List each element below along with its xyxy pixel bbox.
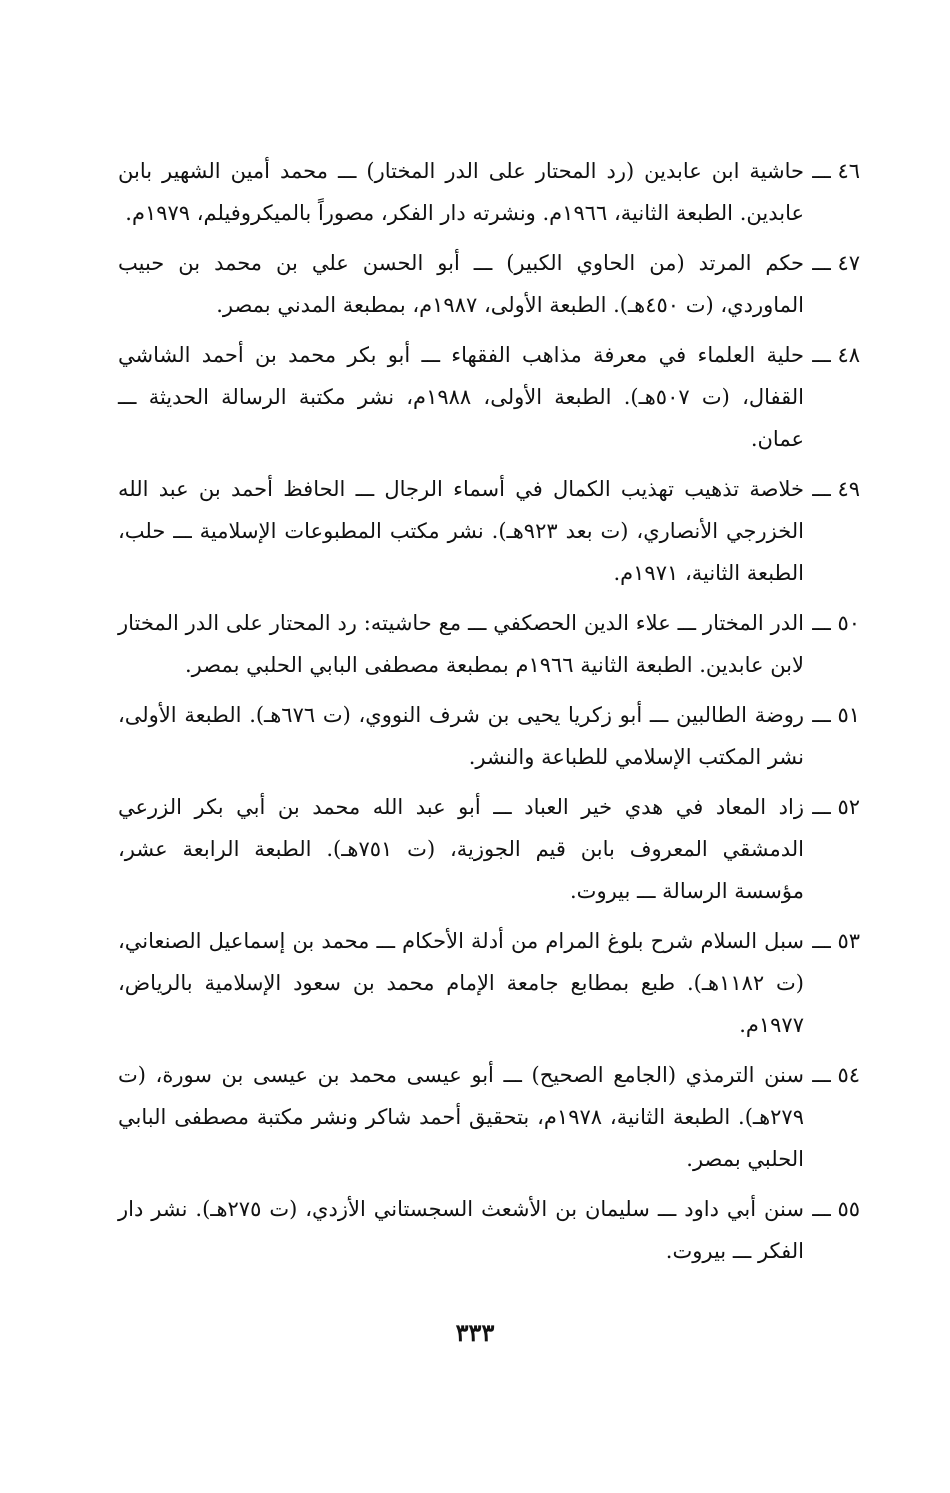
entry-text: سنن أبي داود ـــ سليمان بن الأشعث السجستاني الأزدي، (ت ٢٧٥هـ). نشر دار الفكر ـــ بيروت. <box>118 1197 804 1263</box>
entry-text: روضة الطالبين ـــ أبو زكريا يحيى بن شرف النووي، (ت ٦٧٦هـ). الطبعة الأولى، نشر المكتب الإسلامي للطباعة والنشر. <box>118 703 804 769</box>
entry-number: ٥٤ ـــ <box>812 1063 860 1087</box>
bibliography-entry-49 <box>118 468 860 594</box>
bibliography-entry-55 <box>118 1188 860 1272</box>
entry-number: ٥٥ ـــ <box>812 1197 860 1221</box>
entry-number: ٤٩ ـــ <box>812 477 860 501</box>
page-number: ٣٣٣ <box>455 1318 495 1347</box>
bibliography-entry-53 <box>118 920 860 1046</box>
entry-text: حاشية ابن عابدين (رد المحتار على الدر المختار) ـــ محمد أمين الشهير بابن عابدين. الطبعة الثانية، ١٩٦٦م. ونشرته دار الفكر، مصوراً بالميكروفيلم، ١٩٧٩م. <box>118 159 804 225</box>
entry-number: ٥٣ ـــ <box>812 929 860 953</box>
bibliography-entry-50 <box>118 602 860 686</box>
bibliography-entry-46 <box>118 150 860 234</box>
entry-text: حلية العلماء في معرفة مذاهب الفقهاء ـــ أبو بكر محمد بن أحمد الشاشي القفال، (ت ٥٠٧هـ). الطبعة الأولى، ١٩٨٨م، نشر مكتبة الرسالة الحديثة ـــ عمان. <box>118 343 804 451</box>
entry-text: حكم المرتد (من الحاوي الكبير) ـــ أبو الحسن علي بن محمد بن حبيب الماوردي، (ت ٤٥٠هـ). الطبعة الأولى، ١٩٨٧م، بمطبعة المدني بمصر. <box>118 251 804 317</box>
bibliography-entry-52 <box>118 786 860 912</box>
entry-number: ٥٢ ـــ <box>812 795 860 819</box>
entry-number: ٤٨ ـــ <box>812 343 860 367</box>
bibliography-list <box>118 150 860 1280</box>
entry-text: الدر المختار ـــ علاء الدين الحصكفي ـــ مع حاشيته: رد المحتار على الدر المختار لابن عابدين. الطبعة الثانية ١٩٦٦م بمطبعة مصطفى البابي الحلبي بمصر. <box>118 611 804 677</box>
entry-number: ٥١ ـــ <box>812 703 860 727</box>
entry-text: خلاصة تذهيب تهذيب الكمال في أسماء الرجال ـــ الحافظ أحمد بن عبد الله الخزرجي الأنصاري، (ت بعد ٩٢٣هـ). نشر مكتب المطبوعات الإسلامية ـــ حلب، الطبعة الثانية، ١٩٧١م. <box>118 477 805 585</box>
entry-text: زاد المعاد في هدي خير العباد ـــ أبو عبد الله محمد بن أبي بكر الزرعي الدمشقي المعروف بابن قيم الجوزية، (ت ٧٥١هـ). الطبعة الرابعة عشر، مؤسسة الرسالة ـــ بيروت. <box>118 795 805 903</box>
bibliography-entry-54 <box>118 1054 860 1180</box>
bibliography-entry-48 <box>118 334 860 460</box>
entry-number: ٤٧ ـــ <box>812 251 860 275</box>
entry-number: ٤٦ ـــ <box>812 159 860 183</box>
entry-text: سبل السلام شرح بلوغ المرام من أدلة الأحكام ـــ محمد بن إسماعيل الصنعاني، (ت ١١٨٢هـ). طبع بمطابع جامعة الإمام محمد بن سعود الإسلامية بالرياض، ١٩٧٧م. <box>118 929 804 1037</box>
bibliography-entry-51 <box>118 694 860 778</box>
bibliography-entry-47 <box>118 242 860 326</box>
entry-number: ٥٠ ـــ <box>812 611 860 635</box>
entry-text: سنن الترمذي (الجامع الصحيح) ـــ أبو عيسى محمد بن عيسى بن سورة، (ت ٢٧٩هـ). الطبعة الثانية، ١٩٧٨م، بتحقيق أحمد شاكر ونشر مكتبة مصطفى البابي الحلبي بمصر. <box>118 1063 804 1171</box>
